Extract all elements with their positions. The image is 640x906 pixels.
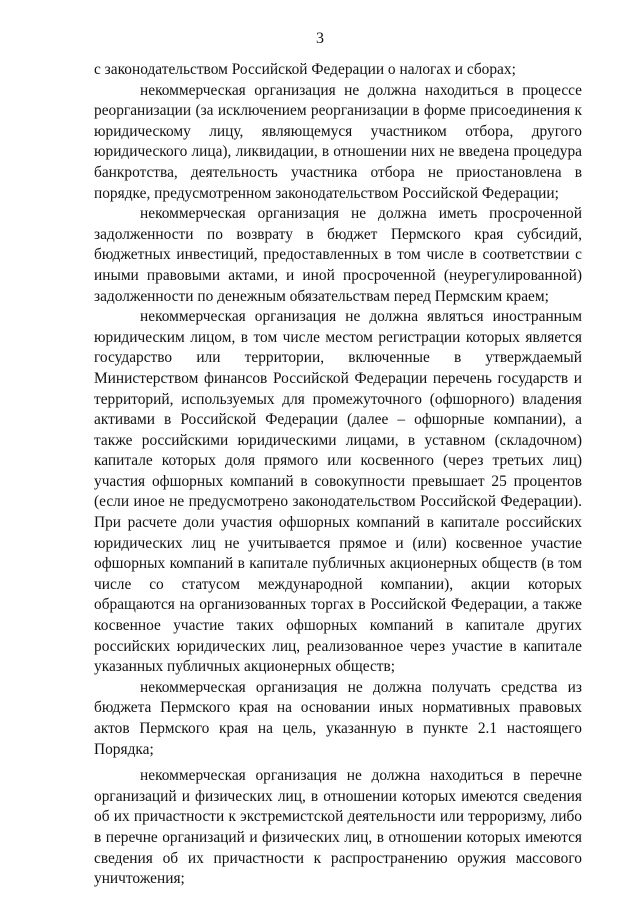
paragraph-continuation: с законодательством Российской Федерации о налогах и сборах; <box>94 61 516 78</box>
paragraph-reorganization: некоммерческая организация не должна находиться в процессе реорганизации (за исключением реорганизации в форме присоединения к юридическому лицу, являющемуся участником отбора, другого юридического лица), ликвидации, в отношении них не введена процедура банкротства, деятельность участника отбора не приостановлена в порядке, предусмотренном законодательством Российской Федерации; <box>94 81 582 202</box>
paragraph-overdue-debt: некоммерческая организация не должна иметь просроченной задолженности по возврату в бюджет Пермского края субсидий, бюджетных инвестиций, предоставленных в том числе в соответствии с иными правовыми актами, и иной просроченной (неурегулированной) задолженности по денежным обязательствам перед Пермским краем; <box>94 205 582 305</box>
paragraph-other-funds: некоммерческая организация не должна получать средства из бюджета Пермского края на основании иных нормативных правовых актов Пермского края на цель, указанную в пункте 2.1 настоящего Порядка; <box>94 678 582 758</box>
paragraph-offshore: некоммерческая организация не должна являться иностранным юридическим лицом, в том числе местом регистрации которых является государство или территории, включенные в утверждаемый Министерством финансов Российской Федерации перечень государств и территорий, используемых для промежуточного (офшорного) владения активами в Российской Федерации (далее – офшорные компании), а также российскими юридическими лицами, в уставном (складочном) капитале которых доля прямого или косвенного (через третьих лиц) участия офшорных компаний в совокупности превышает 25 процентов (если иное не предусмотрено законодательством Российской Федерации). При расчете доли участия офшорных компаний в капитале российских юридических лиц не учитывается прямое и (или) косвенное участие офшорных компаний в капитале публичных акционерных обществ (в том числе со статусом международной компании), акции которых обращаются на организованных торгах в Российской Федерации, а также косвенное участие таких офшорных компаний в капитале других российских юридических лиц, реализованное через участие в капитале указанных публичных акционерных обществ; <box>94 308 582 676</box>
document-body <box>94 60 582 890</box>
paragraph-extremism-list: некоммерческая организация не должна находиться в перечне организаций и физических лиц, в отношении которых имеются сведения об их причастности к экстремистской деятельности или терроризму, либо в перечне организаций и физических лиц, в отношении которых имеются сведения об их причастности к распространению оружия массового уничтожения; <box>94 767 582 888</box>
page-number: 3 <box>316 30 324 47</box>
